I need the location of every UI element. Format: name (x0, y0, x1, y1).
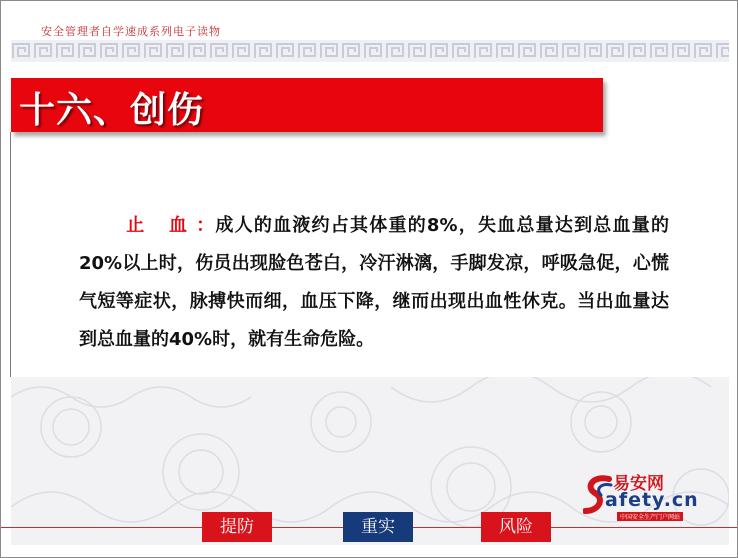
paragraph-colon: ： (196, 215, 216, 236)
slide-title: 十六、创伤 (19, 90, 205, 131)
nav-button-prevent[interactable]: 提防 (202, 512, 272, 542)
logo-english-text: afety.cn (605, 489, 699, 511)
nav-button-emphasize-reality[interactable]: 重实 (343, 512, 413, 542)
site-logo (583, 471, 723, 521)
logo-subtitle: 中国安全生产门户网站 (617, 512, 683, 521)
fret-border-decoration (11, 40, 729, 62)
paragraph (79, 207, 669, 359)
series-title: 安全管理者自学速成系列电子读物 (41, 25, 221, 38)
left-divider (10, 132, 11, 377)
nav-button-risk[interactable]: 风险 (481, 512, 551, 542)
title-banner (11, 78, 603, 132)
logo-chinese-text: 易安网 (613, 474, 664, 494)
paragraph-text: 成人的血液约占其体重的8%，失血总量达到总血量的20%以上时，伤员出现脸色苍白，冷汗淋漓，手脚发凉，呼吸急促，心慌气短等症状，脉搏快而细，血压下降，继而出现出血性休克。当出血量达到总血量的40%时，就有生命危险。 (79, 215, 669, 350)
paragraph-label: 止 血 (125, 215, 197, 236)
